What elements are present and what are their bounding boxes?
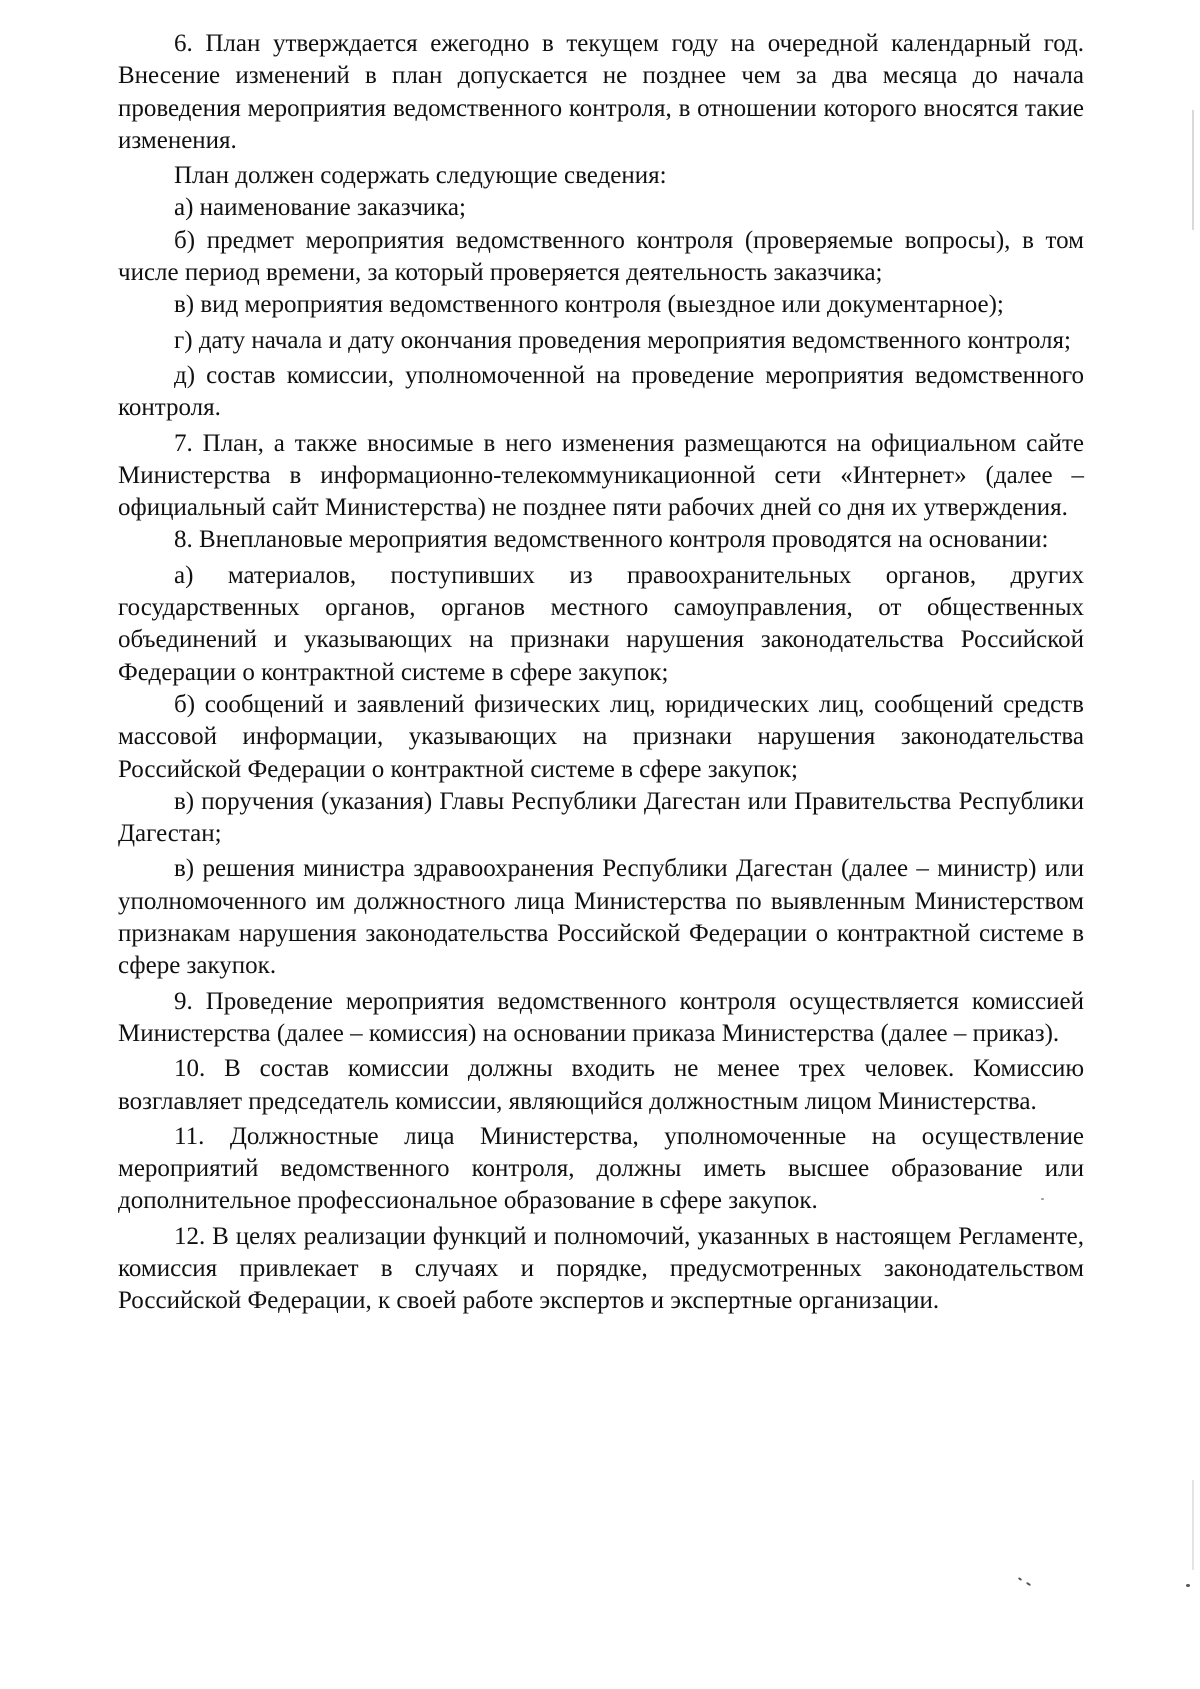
list-item-g: г) дату начала и дату окончания проведения мероприятия ведомственного контроля; [174, 326, 1071, 354]
scan-speck [1041, 1198, 1044, 1200]
paragraph-item-10: 10. В состав комиссии должны входить не менее трех человек. Комиссию возглавляет председатель комиссии, являющийся должностным лицом Министерства. [118, 1055, 1084, 1115]
paragraph-item-12: 12. В целях реализации функций и полномочий, указанных в настоящем Регламенте, комиссия привлекает в случаях и порядке, предусмотренных законодательством Российской Федерации, к своей работе экспертов и экспертные организации. [118, 1222, 1084, 1315]
scan-speck [1186, 1584, 1190, 1587]
document-body [118, 28, 1084, 1318]
list-item-v: в) поручения (указания) Главы Республики Дагестан или Правительства Республики Дагестан; [118, 787, 1084, 848]
scan-speck [1026, 1582, 1031, 1587]
list-item-v-second: в) решения министра здравоохранения Республики Дагестан (далее – министр) или уполномоченного им должностного лица Министерства по выявленным Министерством признакам нарушения законодательства Российской Федерации о контрактной системе в сфере закупок. [118, 855, 1084, 980]
paragraph-item-9: 9. Проведение мероприятия ведомственного контроля осуществляется комиссией Министерства (далее – комиссия) на основании приказа Министерства (далее – приказ). [118, 987, 1084, 1047]
list-item-b: б) предмет мероприятия ведомственного контроля (проверяемые вопросы), в том числе период времени, за который проверяется деятельность заказчика; [118, 226, 1084, 287]
paragraph-item-6: 6. План утверждается ежегодно в текущем году на очередной календарный год. Внесение изменений в план допускается не позднее чем за два месяца до начала проведения мероприятия ведомственного контроля, в отношении которого вносятся такие изменения. [118, 30, 1084, 154]
scan-speck [1018, 1577, 1022, 1581]
list-item-a: а) материалов, поступивших из правоохранительных органов, других государственных органов, органов местного самоуправления, от общественных объединений и указывающих на признаки нарушения законодательства Российской Федерации о контрактной системе в сфере закупок; [118, 561, 1084, 686]
list-item-a: а) наименование заказчика; [174, 194, 466, 222]
scan-edge-artifact [1192, 110, 1194, 230]
scan-edge-artifact [1192, 1480, 1194, 1570]
list-item-d: д) состав комиссии, уполномоченной на проведение мероприятия ведомственного контроля. [118, 361, 1084, 422]
list-item-v: в) вид мероприятия ведомственного контроля (выездное или документарное); [174, 291, 1004, 319]
list-item-b: б) сообщений и заявлений физических лиц, юридических лиц, сообщений средств массовой информации, указывающих на признаки нарушения законодательства Российской Федерации о контрактной системе в сфере закупок; [118, 690, 1084, 783]
paragraph-item-7: 7. План, а также вносимые в него изменения размещаются на официальном сайте Министерства в информационно-телекоммуникационной сети «Интернет» (далее – официальный сайт Министерства) не позднее пяти рабочих дней со дня их утверждения. [118, 429, 1084, 522]
paragraph-item-8: 8. Внеплановые мероприятия ведомственного контроля проводятся на основании: [174, 526, 1049, 554]
paragraph-item-11: 11. Должностные лица Министерства, уполномоченные на осуществление мероприятий ведомственного контроля, должны иметь высшее образование или дополнительное профессиональное образование в сфере закупок. [118, 1122, 1084, 1215]
paragraph-plan-contents: План должен содержать следующие сведения: [174, 162, 667, 190]
